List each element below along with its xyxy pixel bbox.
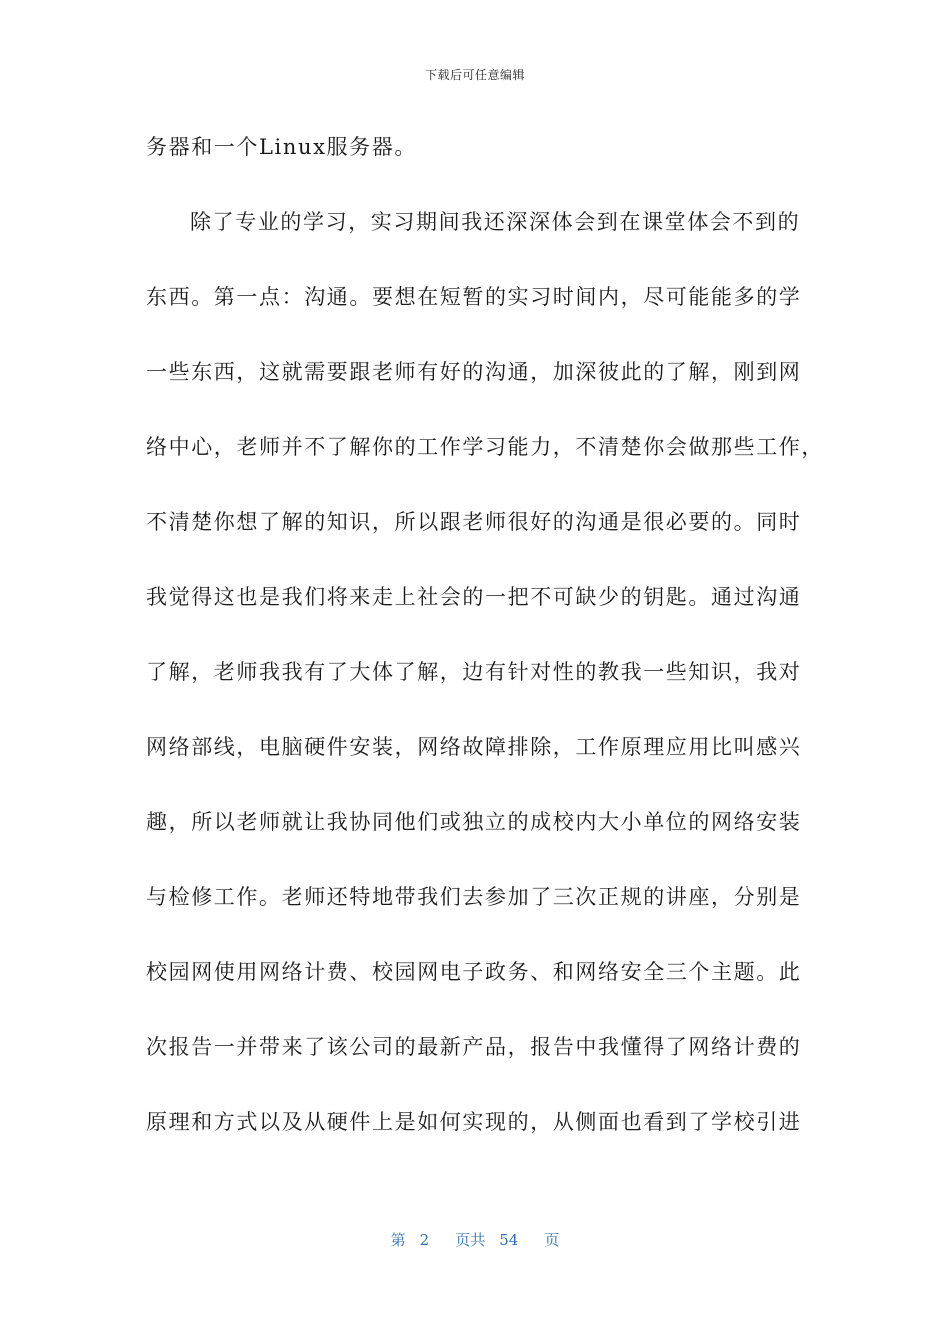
text-line: 与检修工作。老师还特地带我们去参加了三次正规的讲座，分别是 xyxy=(146,885,802,909)
footer-total-pages: 54 xyxy=(499,1231,519,1249)
text-line: 原理和方式以及从硬件上是如何实现的，从侧面也看到了学校引进 xyxy=(146,1110,802,1134)
text-line: 一些东西，这就需要跟老师有好的沟通，加深彼此的了解，刚到网 xyxy=(146,360,802,384)
page-header-note: 下载后可任意编辑 xyxy=(424,68,525,82)
footer-suffix: 页 xyxy=(544,1231,560,1249)
text-line: 次报告一并带来了该公司的最新产品，报告中我懂得了网络计费的 xyxy=(146,1035,802,1059)
text-line: 不清楚你想了解的知识，所以跟老师很好的沟通是很必要的。同时 xyxy=(146,510,802,534)
text-line: 我觉得这也是我们将来走上社会的一把不可缺少的钥匙。通过沟通 xyxy=(146,585,802,609)
text-line: 趣，所以老师就让我协同他们或独立的成校内大小单位的网络安装 xyxy=(146,810,802,834)
footer-current-page: 2 xyxy=(419,1231,430,1249)
text-line: 网络部线，电脑硬件安装，网络故障排除，工作原理应用比叫感兴 xyxy=(146,735,802,759)
text-line: 务器和一个Linux服务器。 xyxy=(146,135,417,159)
text-line: 东西。第一点：沟通。要想在短暂的实习时间内，尽可能能多的学 xyxy=(146,285,802,309)
footer-prefix: 第 xyxy=(390,1231,406,1249)
paragraph-first-line: 除了专业的学习，实习期间我还深深体会到在课堂体会不到的 xyxy=(190,210,801,234)
text-line: 络中心，老师并不了解你的工作学习能力，不清楚你会做那些工作， xyxy=(146,435,824,459)
page-number-footer xyxy=(0,1229,950,1250)
text-line: 校园网使用网络计费、校园网电子政务、和网络安全三个主题。此 xyxy=(146,960,802,984)
footer-middle: 页共 xyxy=(455,1231,486,1249)
text-line: 了解，老师我我有了大体了解，边有针对性的教我一些知识，我对 xyxy=(146,660,802,684)
document-body xyxy=(146,127,824,1177)
